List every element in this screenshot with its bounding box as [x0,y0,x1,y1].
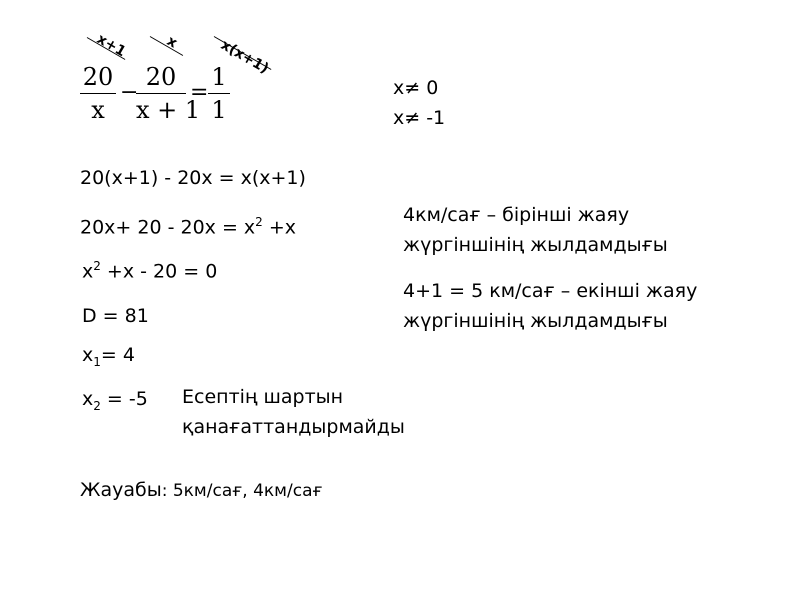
step-1: 20(x+1) - 20x = x(x+1) [80,167,306,189]
domain-line-2: x≠ -1 [393,107,446,129]
rejection-note-line-1: Есептің шартын [182,386,344,408]
step-2-exponent: 2 [255,215,263,229]
fraction-term3 [208,62,230,125]
root-2-value: = -5 [100,388,148,410]
multiplier-term1: x+1 [94,31,129,61]
fraction-term3-numerator: 1 [211,63,227,91]
multiplier-term3: x(x+1) [218,37,272,78]
fraction-bar [136,93,186,94]
step-3-right: +x - 20 = 0 [100,260,218,283]
fraction-term1-denominator: x [91,96,105,124]
fraction-term2-denominator: x + 1 [136,96,201,124]
answer [80,479,323,502]
fraction-term1-numerator: 20 [82,63,114,91]
speed-first-line-2: жүргіншінің жылдамдығы [403,234,668,256]
fraction-bar [80,93,116,94]
step-3-exponent: 2 [93,259,101,273]
root-1-value: = 4 [100,344,135,366]
step-2-left: 20x+ 20 - 20x = x [80,216,256,239]
root-2 [82,388,148,417]
fraction-term2 [136,62,201,125]
domain-line-1: x≠ 0 [393,77,439,99]
discriminant: D = 81 [82,305,149,327]
step-2-right: +x [262,216,297,239]
equals-sign: = [190,80,209,105]
minus-sign: − [120,80,139,105]
speed-first-line-1: 4км/сағ – бірінші жаяу [403,204,630,226]
speed-second-line-1: 4+1 = 5 км/сағ – екінші жаяу [403,280,698,302]
speed-second-line-2: жүргіншінің жылдамдығы [403,310,668,332]
root-2-var: x [82,388,94,410]
root-1-var: x [82,344,94,366]
step-2 [80,211,296,238]
root-1 [82,344,135,373]
fraction-term3-denominator: 1 [211,96,227,124]
step-3 [82,255,217,282]
root-1-subscript: 1 [93,354,101,369]
answer-label: Жауабы [80,479,162,501]
multiplier-term2: x [164,33,180,52]
answer-value: : 5км/сағ, 4км/сағ [161,481,323,501]
step-3-left: x [82,260,94,283]
rejection-note-line-2: қанағаттандырмайды [182,416,405,438]
root-2-subscript: 2 [93,398,101,413]
fraction-bar [208,93,230,94]
fraction-term2-numerator: 20 [145,63,177,91]
fraction-term1 [80,62,116,125]
